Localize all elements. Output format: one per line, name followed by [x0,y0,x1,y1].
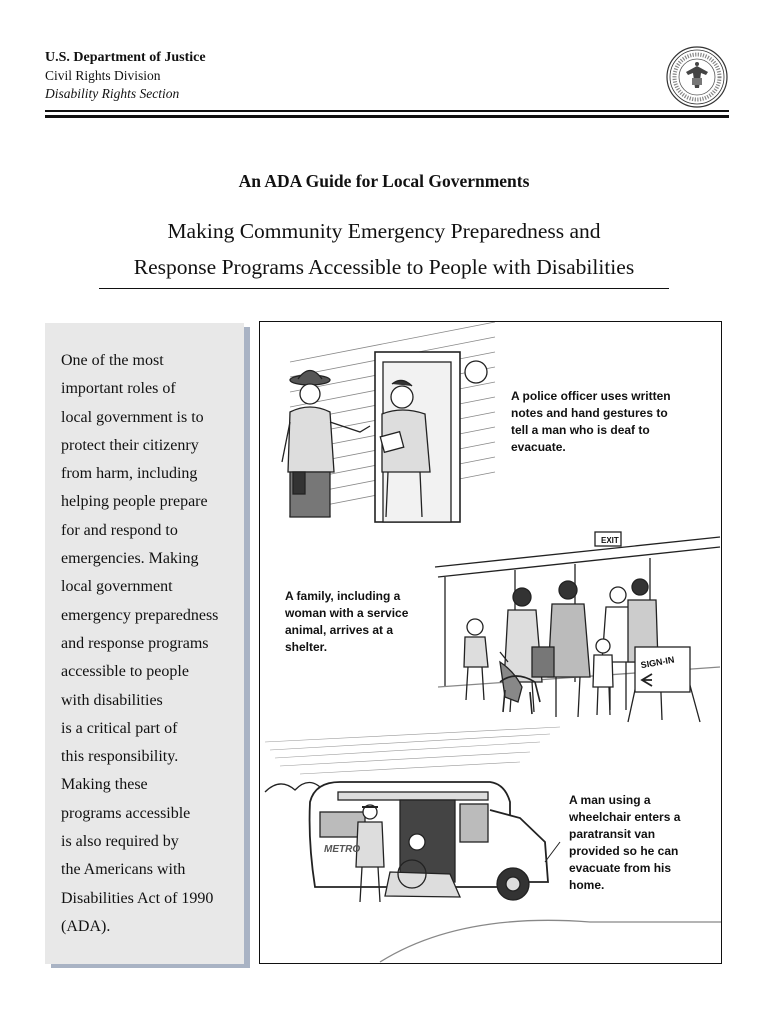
caption-line: tell a man who is deaf to [511,423,650,437]
exit-sign-text: EXIT [601,536,619,545]
intro-text-line: One of the most [61,352,164,369]
intro-text-line: protect their citizenry [61,436,199,454]
signin-sign-text: SIGN-IN [639,654,676,671]
intro-text-line: accessible to people [61,663,189,681]
caption-family-shelter [285,588,408,656]
header-rule-thin [45,110,729,112]
family-figures [464,579,658,717]
intro-text-line: and response programs [61,634,209,652]
intro-text-line: this responsibility. [61,748,179,766]
intro-text-line: emergencies. Making [61,550,199,568]
intro-text-line: helping people prepare [61,493,208,511]
caption-line: paratransit van [569,827,656,841]
caption-line: A man using a [569,793,651,807]
caption-police-officer [511,388,671,456]
intro-text-line: local government is to [61,408,204,426]
page-title [0,213,768,285]
guide-kicker: An ADA Guide for Local Governments [238,171,530,191]
intro-text-line: (ADA). [61,917,111,935]
intro-text-line: the Americans with [61,861,186,879]
intro-text-line: is a critical part of [61,719,178,737]
van-logo-text: METRO [324,844,361,855]
caption-line: shelter. [285,640,328,654]
intro-text-line: local government [61,578,173,596]
caption-line: home. [569,878,605,892]
caption-line: animal, arrives at a [285,623,394,637]
caption-line: provided so he can [569,844,679,858]
intro-text-line: is also required by [61,833,179,851]
intro-text-line: from harm, including [61,465,198,483]
caption-line: A police officer uses written [511,389,671,403]
illustration-panel [259,321,722,964]
intro-text-line: emergency preparedness [61,606,219,624]
intro-text-line: Disabilities Act of 1990 [61,889,214,907]
intro-text-line: with disabilities [61,691,163,709]
intro-text-line: programs accessible [61,804,191,822]
caption-line: notes and hand gestures to [511,406,668,420]
title-line-1: Making Community Emergency Preparedness and [167,219,601,243]
caption-line: woman with a service [285,606,409,620]
porch-light-icon [465,361,487,383]
intro-text-line: for and respond to [61,521,178,539]
rain-lines [265,727,560,774]
police-officer-figure [282,371,370,518]
letterhead [45,48,206,103]
caption-line: evacuate from his [569,861,672,875]
agency-name: U.S. Department of Justice [45,50,206,65]
doj-seal-icon [666,46,728,108]
title-line-2: Response Programs Accessible to People with Disabilities [133,255,635,279]
header-rule-thick [45,115,729,118]
intro-text-line: important roles of [61,380,176,398]
caption-line: A family, including a [285,589,401,603]
title-rule [99,288,669,289]
section-name: Disability Rights Section [45,86,180,101]
caption-line: evacuate. [511,440,566,454]
caption-line: wheelchair enters a [569,810,681,824]
intro-sidebar [45,323,244,964]
paratransit-van [310,782,548,900]
intro-text [61,347,241,941]
intro-text-line: Making these [61,776,148,794]
division-name: Civil Rights Division [45,68,161,83]
caption-paratransit-van [569,792,680,894]
